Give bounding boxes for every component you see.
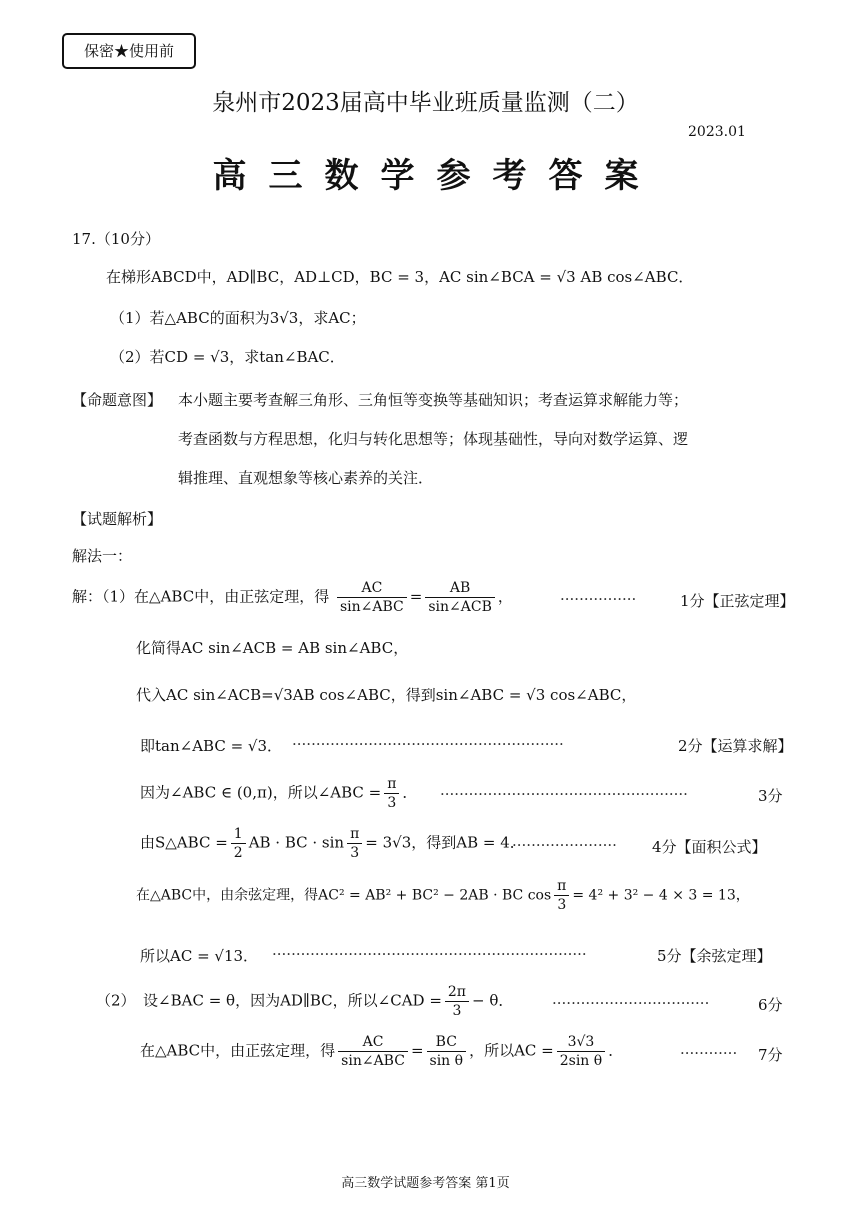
solution-step-5: 因为∠ABC ∈ (0,π)，所以∠ABC = $\frac{\pi}{3}$ ． bbox=[140, 776, 418, 811]
fraction-ab-over-sinacb: $\frac{AB}{\text{sin∠ACB}}$ bbox=[425, 580, 495, 615]
page-footer: 高三数学试题参考答案 第1页 bbox=[341, 1176, 510, 1191]
fraction-ac-over-sinabc: $\frac{AC}{\text{sin∠ABC}}$ bbox=[338, 1034, 408, 1069]
score-mark-6: 6分 bbox=[758, 996, 783, 1014]
leader-dots: ············ bbox=[680, 1044, 738, 1062]
leader-dots: ································· bbox=[552, 994, 710, 1012]
confidential-badge: 保密★使用前 bbox=[62, 33, 196, 69]
score-mark-4: 4分【面积公式】 bbox=[652, 838, 767, 856]
method-label: 解法一： bbox=[72, 547, 133, 565]
analysis-label: 【试题解析】 bbox=[72, 510, 163, 528]
intent-line-3: 辑推理、直观想象等核心素养的关注． bbox=[178, 469, 434, 487]
score-mark-7: 7分 bbox=[758, 1046, 783, 1064]
score-mark-3: 3分 bbox=[758, 787, 783, 805]
fraction-bc-over-sintheta: $\frac{BC}{\text{sin θ}}$ bbox=[427, 1034, 467, 1069]
exam-date: 2023.01 bbox=[688, 124, 746, 140]
fraction-one-half: $\frac{1}{2}$ bbox=[231, 826, 246, 861]
leader-dots: ···················································· bbox=[440, 785, 688, 803]
fraction-3root3-over-2sintheta: $\frac{3√3}{\text{2sin θ}}$ bbox=[557, 1034, 605, 1069]
problem-number: 17.（10分） bbox=[72, 230, 160, 248]
fraction-pi-over-3: $\frac{\pi}{3}$ bbox=[554, 878, 569, 913]
question-1: （1）若△ABC的面积为3√3，求AC； bbox=[110, 309, 366, 327]
score-mark-2: 2分【运算求解】 bbox=[678, 737, 793, 755]
solution-step-3: 代入AC sin∠ACB=√3AB cos∠ABC，得到sin∠ABC = √3 cos∠ABC， bbox=[136, 686, 637, 704]
fraction-ac-over-sinabc: $\frac{AC}{\text{sin∠ABC}}$ bbox=[337, 580, 407, 615]
solution-step-4: 即tan∠ABC = √3． bbox=[140, 737, 283, 755]
leader-dots: ························································· bbox=[292, 735, 564, 753]
question-2: （2）若CD = √3，求tan∠BAC． bbox=[110, 348, 345, 366]
solution-step-6: 由S△ABC = $\frac{1}{2}$ AB · BC · sin $\frac{\pi}{3}$ = 3√3，得到AB = 4． bbox=[140, 826, 525, 861]
intent-label: 【命题意图】 bbox=[72, 391, 163, 409]
fraction-pi-over-3: $\frac{\pi}{3}$ bbox=[347, 826, 362, 861]
exam-title: 泉州市2023届高中毕业班质量监测（二） bbox=[212, 90, 639, 116]
solution-step-10: 在△ABC中，由正弦定理，得 $\frac{AC}{\text{sin∠ABC}}$ = $\frac{BC}{\text{sin θ}}$ ，所以AC = $\frac{3√3}{\text{2sin θ}}$ ． bbox=[140, 1034, 624, 1069]
problem-stem: 在梯形ABCD中，AD∥BC，AD⊥CD，BC = 3，AC sin∠BCA = √3 AB cos∠ABC． bbox=[106, 268, 694, 286]
leader-dots: ·································································· bbox=[272, 945, 587, 963]
solution-step-2: 化简得AC sin∠ACB = AB sin∠ABC， bbox=[136, 639, 409, 657]
answer-key-title: 高三数学参考答案 bbox=[212, 156, 661, 196]
intent-line-2: 考查函数与方程思想，化归与转化思想等；体现基础性，导向对数学运算、逻 bbox=[178, 430, 689, 448]
intent-line-1: 本小题主要考查解三角形、三角恒等变换等基础知识；考查运算求解能力等； bbox=[178, 391, 689, 409]
leader-dots: ······················ bbox=[512, 836, 617, 854]
score-mark-1: 1分【正弦定理】 bbox=[680, 592, 795, 610]
solution-step-7: 在△ABC中，由余弦定理，得AC² = AB² + BC² − 2AB · BC cos $\frac{\pi}{3}$ = 4² + 3² − 4 × 3 = 13， bbox=[136, 878, 750, 913]
solution-step-9: （2） 设∠BAC = θ，因为AD∥BC，所以∠CAD = $\frac{2\pi}{3}$ − θ． bbox=[96, 984, 514, 1019]
solution-step-1: 解：（1）在△ABC中，由正弦定理，得 $\frac{AC}{\text{sin∠ABC}}$ = $\frac{AB}{\text{sin∠ACB}}$ ， bbox=[72, 580, 513, 615]
fraction-pi-over-3: $\frac{\pi}{3}$ bbox=[384, 776, 399, 811]
step-1-text: 解：（1）在△ABC中，由正弦定理，得 bbox=[72, 587, 330, 606]
fraction-2pi-over-3: $\frac{2\pi}{3}$ bbox=[445, 984, 469, 1019]
solution-step-8: 所以AC = √13． bbox=[140, 947, 259, 965]
score-mark-5: 5分【余弦定理】 bbox=[657, 947, 772, 965]
leader-dots: ················ bbox=[560, 590, 637, 608]
